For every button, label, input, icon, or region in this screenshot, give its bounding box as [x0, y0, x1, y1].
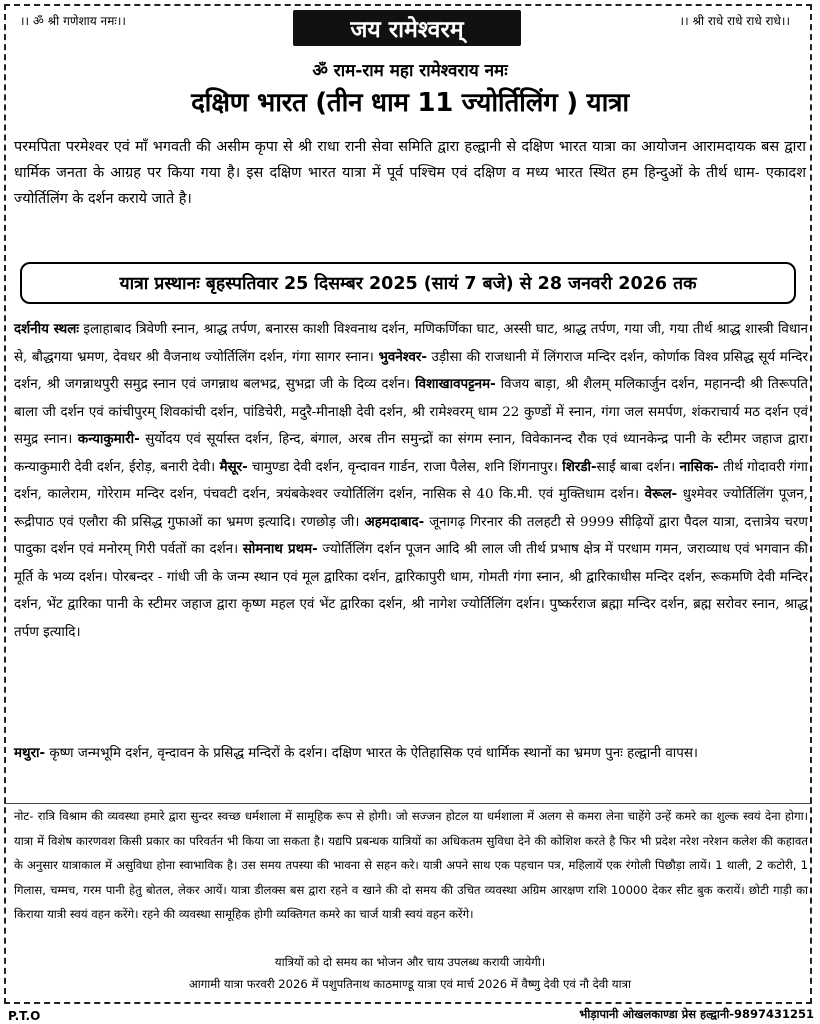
ganesh-invocation: ।। ॐ श्री गणेशाय नमः।।	[20, 14, 126, 28]
mysore-text: चामुण्डा देवी दर्शन, वृन्दावन गार्डन, राजा पैलेस, शनि शिंगनापुर।	[247, 459, 558, 475]
somnath-label: सोमनाथ प्रथम-	[242, 542, 318, 557]
upcoming-yatra-line: आगामी यात्रा फरवरी 2026 में पशुपतिनाथ काठमाण्डू यात्रा एवं मार्च 2026 में वैष्णु देवी एवं नौ देवी यात्रा	[188, 977, 632, 991]
note-paragraph: नोट- रात्रि विश्राम की व्यवस्था हमारे द्वारा सुन्दर स्वच्छ धर्मशाला में सामूहिक रूप से होगी। जो सज्जन होटल या धर्मशाला में अलग से कमरा लेना चाहेंगे उन्हें कमरे का शुल्क स्वयं देना होगा। यात्रा में विशेष कारणवश किसी प्रकार का परिवर्तन भी किया जा सकता है। यद्यपि प्रबन्धक यात्रियों का अधिकतम सुविधा देने की कोशिश करते है फिर भी प्रदेश नरेश नरेशन कलेश की कहावत के अनुसार यात्राकाल में असुविधा होना स्वाभाविक है। उस समय तपस्या की भावना से सहन करे। यात्री अपने साथ एक पहचान पत्र, महिलायें एक रंगोली पिछौड़ा लायें। 1 थाली, 2 कटोरी, 1 गिलास, चम्मच, गरम पानी हेतु बोतल, लेकर आयें। यात्रा डीलक्स बस द्वारा रहने व खाने की दो समय की उचित व्यवस्था अग्रिम आरक्षण राशि 10000 देकर सीट बुक करायें। छोटी गाड़ी का किराया यात्री स्वयं वहन करेंगे। रहने की व्यवस्था सामूहिक होगी व्यक्तिगत कमरे का चार्ज यात्री स्वयं वहन करेंगे।	[14, 809, 808, 921]
nashik-label: नासिक-	[679, 459, 719, 475]
bhubaneswar-label: भुवनेश्वर-	[378, 349, 427, 365]
pto-label: P.T.O	[8, 1009, 41, 1023]
mathura-label: मथुरा-	[14, 746, 46, 761]
verul-text: धुश्मेवर ज्योर्तिलिंग पूजन, रूद्रीपाठ एवं एलौरा की प्रसिद्ध गुफाओं का भ्रमण इत्यादि। रणछोड़ जी।	[14, 487, 808, 530]
shirdi-text: साईं बाबा दर्शन।	[596, 459, 676, 475]
kanyakumari-label: कन्याकुमारी-	[77, 432, 140, 447]
press-credit: भीड़ापानी ओखलकाण्डा प्रेस हल्द्वानी-9897431251	[579, 1007, 814, 1021]
radhe-invocation: ।। श्री राधे राधे राधे राधे।।	[679, 14, 790, 28]
mysore-label: मैसूर-	[219, 459, 248, 475]
kanyakumari-text: सुर्योदय एवं सूर्यास्त दर्शन, हिन्द, बंगाल, अरब तीन समुन्द्रों का संगम स्नान, विवेकानन्द रौक एवं ध्यानकेन्द्र पानी के स्टीमर जहाज द्वारा कन्याकुमारी देवी दर्शन, ईरोड़, बनारी देवी।	[14, 432, 808, 475]
shirdi-label: शिरडी-	[562, 459, 597, 475]
intro-paragraph: परमपिता परमेश्वर एवं माँ भगवती की असीम कृपा से श्री राधा रानी सेवा समिति द्वारा हल्द्वानी से दक्षिण भारत यात्रा का आयोजन आरामदायक बस द्वारा धार्मिक जनता के आग्रह पर किया गया है। इस दक्षिण भारत यात्रा में पूर्व पश्चिम एवं दक्षिण व मध्य भारत स्थित हम हिन्दुओं के तीर्थ धाम- एकादश ज्योर्तिलिंग के दर्शन कराये जाते है।	[14, 139, 806, 207]
places-paragraph	[14, 316, 808, 646]
banner-title: जय रामेश्वरम्	[293, 10, 521, 46]
visakha-text: विजय बाड़ा, श्री शैलम् मलिकार्जुन दर्शन, महानन्दी श्री तिरूपति बाला जी दर्शन एवं कांचीपुरम् शिवकांची दर्शन, पांडिचेरी, मदुरै-मीनाक्षी देवी दर्शन, श्री रामेश्वरम् धाम 22 कुण्डों में स्नान, गंगा जल समर्पण, शंकराचार्य मठ दर्शन एवं समुद्र स्नान।	[14, 377, 808, 447]
somnath-text: ज्योर्तिलिंग दर्शन पूजन आदि श्री लाल जी तीर्थ प्रभाष क्षेत्र में परधाम गमन, जराव्याध एवं भगवान की मूर्ति के भव्य दर्शन। पोरबन्दर - गांधी जी के जन्म स्थान एवं मूल द्वारिका दर्शन, द्वारिकापुरी धाम, गोमती गंगा स्नान, श्री द्वारिकाधीस मन्दिर दर्शन, रूकमणि देवी मन्दिर दर्शन, भेंट द्वारिका पानी के स्टीमर जहाज द्वारा कृष्ण महल एवं भेंट द्वारिका दर्शन, श्री नागेश ज्योर्तिलिंग दर्शन। पुष्कर्रराज ब्रह्मा मन्दिर दर्शन, ब्रह्म सरोवर स्नान, श्राद्ध तर्पण इत्यादि।	[14, 542, 809, 640]
nashik-text: तीर्थ गोदावरी गंगा दर्शन, कालेराम, गोरेराम मन्दिर दर्शन, पंचवटी दर्शन, त्रयंबकेश्वर ज्योर्तिलिंग दर्शन, नासिक से 40 कि.मी. एवं मुक्तिधाम दर्शन।	[14, 459, 808, 502]
departure-box: यात्रा प्रस्थानः बृहस्पतिवार 25 दिसम्बर 2025 (सायं 7 बजे) से 28 जनवरी 2026 तक	[20, 262, 796, 304]
page-title: दक्षिण भारत (तीन धाम 11 ज्योर्तिलिंग ) यात्रा	[191, 88, 629, 118]
meals-line: यात्रियों को दो समय का भोजन और चाय उपलब्ध करायी जायेगी।	[274, 955, 546, 969]
bhubaneswar-text: उड़ीसा की राजधानी में लिंगराज मन्दिर दर्शन, कोर्णाक विश्व प्रसिद्ध सूर्य मन्दिर दर्शन, श्री जगन्नाथपुरी समुद्र स्नान एवं जगन्नाथ बलभद्र, सुभद्रा जी के दिव्य दर्शन।	[14, 349, 808, 392]
ahmedabad-text: जूनागढ़ गिरनार की तलहटी से 9999 सीढ़ियों द्वारा पैदल यात्रा, दत्तात्रेय चरण पादुका दर्शन एवं मनोरम् गिरी पर्वतों का दर्शन।	[14, 514, 808, 557]
darshaniya-label: दर्शनीय स्थलः	[14, 322, 79, 337]
visakha-label: विशाखावपट्टनम-	[415, 377, 496, 392]
darshaniya-text: इलाहाबाद त्रिवेणी स्नान, श्राद्ध तर्पण, बनारस काशी विश्वनाथ दर्शन, मणिकर्णिका घाट, अस्सी घाट, श्राद्ध तर्पण, गया जी, गया तीर्थ श्राद्ध शास्त्री विधान से, बौद्धगया भ्रमण, देवधर श्री वैजनाथ ज्योर्तिलिंग दर्शन, गंगा सागर स्नान।	[14, 322, 808, 365]
mathura-text: कृष्ण जन्मभूमि दर्शन, वृन्दावन के प्रसिद्ध मन्दिरों के दर्शन। दक्षिण भारत के ऐतिहासिक एवं धार्मिक स्थानों का भ्रमण पुनः हल्द्वानी वापस।	[45, 746, 698, 761]
mantra-subtitle: ॐ राम-राम महा रामेश्वराय नमः	[312, 61, 508, 81]
ahmedabad-label: अहमदाबाद-	[364, 514, 425, 530]
mathura-paragraph	[14, 742, 808, 765]
verul-label: वेरूल-	[644, 487, 678, 502]
